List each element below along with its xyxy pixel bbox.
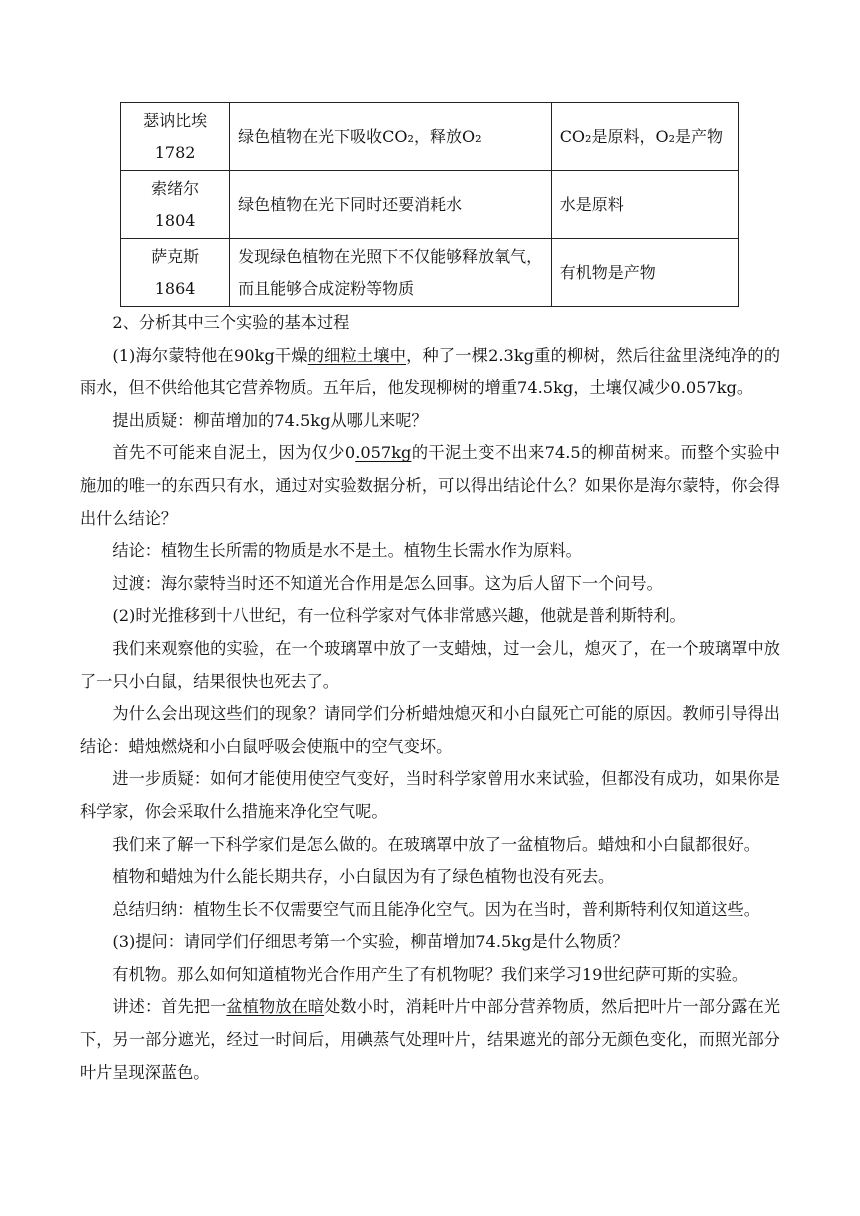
scientist-cell — [121, 103, 230, 171]
underlined-text: 的细粒土壤中 — [307, 345, 407, 365]
body-text — [80, 307, 780, 1089]
finding-cell: 发现绿色植物在光照下不仅能够释放氧气，而且能够合成淀粉等物质 — [230, 239, 552, 307]
finding-cell: 绿色植物在光下吸收CO₂，释放O₂ — [230, 103, 552, 171]
experiment-year: 1864 — [154, 278, 196, 298]
table-row — [121, 103, 739, 171]
paragraph-sachs-experiment: 讲述：首先把一盆植物放在暗处数小时，消耗叶片中部分营养物质，然后把叶片一部分露在光下，另一部分遮光，经过一时间后，用碘蒸气处理叶片，结果遮光的部分无颜色变化，而照光部分叶片呈现深蓝色。 — [80, 997, 781, 1082]
table-row — [121, 171, 739, 239]
scientist-cell — [121, 239, 230, 307]
paragraph-priestley-intro: (2)时光推移到十八世纪，有一位科学家对气体非常感兴趣，他就是普利斯特利。 — [112, 606, 686, 626]
underlined-text: 盆植物放在暗 — [226, 997, 325, 1017]
section-heading: 2、分析其中三个实验的基本过程 — [112, 313, 350, 332]
paragraph-plant-experiment: 我们来了解一下科学家们是怎么做的。在玻璃罩中放了一盆植物后。蜡烛和小白鼠都很好。 — [112, 834, 760, 854]
scientist-name: 萨克斯 — [151, 246, 200, 266]
paragraph-conclusion: 结论：植物生长所需的物质是水不是土。植物生长需水作为原料。 — [112, 541, 582, 561]
paragraph-observe: 我们来观察他的实验，在一个玻璃罩中放了一支蜡烛，过一会儿，熄灭了，在一个玻璃罩中放了一只小白鼠，结果很快也死去了。 — [80, 638, 780, 691]
paragraph-question: 提出质疑：柳苗增加的74.5kg从哪儿来呢？ — [112, 410, 428, 430]
scientist-cell — [121, 171, 230, 239]
paragraph-question-3: (3)提问：请同学们仔细思考第一个实验，柳苗增加74.5kg是什么物质？ — [112, 932, 629, 952]
paragraph-coexist: 植物和蜡烛为什么能长期共存，小白鼠因为有了绿色植物也没有死去。 — [112, 867, 615, 887]
underlined-text: .057kg — [355, 443, 412, 463]
experiment-year: 1782 — [154, 142, 196, 162]
paragraph-transition: 过渡：海尔蒙特当时还不知道光合作用是怎么回事。这为后人留下一个问号。 — [112, 573, 663, 593]
table-row — [121, 239, 739, 307]
conclusion-cell: 有机物是产物 — [551, 239, 738, 307]
paragraph-organic: 有机物。那么如何知道植物光合作用产生了有机物呢？我们来学习19世纪萨可斯的实验。 — [112, 964, 749, 984]
conclusion-cell: CO₂是原料，O₂是产物 — [551, 103, 738, 171]
conclusion-cell: 水是原料 — [551, 171, 738, 239]
scientist-experiment-table — [120, 102, 739, 307]
finding-cell: 绿色植物在光下同时还要消耗水 — [230, 171, 552, 239]
scientist-name: 索绪尔 — [151, 178, 200, 198]
paragraph-analysis: 首先不可能来自泥土，因为仅少0.057kg的干泥土变不出来74.5的柳苗树来。而整个实验中施加的唯一的东西只有水，通过对实验数据分析，可以得出结论什么？如果你是海尔蒙特，你会得出什么结论？ — [80, 443, 780, 528]
paragraph-helmont-experiment: (1)海尔蒙特他在90kg干燥的细粒土壤中，种了一棵2.3kg重的柳树，然后往盆里浇纯净的的雨水，但不供给他其它营养物质。五年后，他发现柳树的增重74.5kg，土壤仅减少0.057kg。 — [80, 345, 781, 398]
experiment-year: 1804 — [154, 210, 196, 230]
paragraph-why: 为什么会出现这些们的现象？请同学们分析蜡烛熄灭和小白鼠死亡可能的原因。教师引导得出结论：蜡烛燃烧和小白鼠呼吸会使瓶中的空气变坏。 — [80, 704, 780, 756]
paragraph-summary: 总结归纳：植物生长不仅需要空气而且能净化空气。因为在当时，普利斯特利仅知道这些。 — [112, 899, 760, 919]
scientist-name: 瑟讷比埃 — [143, 110, 208, 130]
paragraph-further-question: 进一步质疑：如何才能使用使空气变好，当时科学家曾用水来试验，但都没有成功，如果你是科学家，你会采取什么措施来净化空气呢。 — [80, 769, 780, 821]
